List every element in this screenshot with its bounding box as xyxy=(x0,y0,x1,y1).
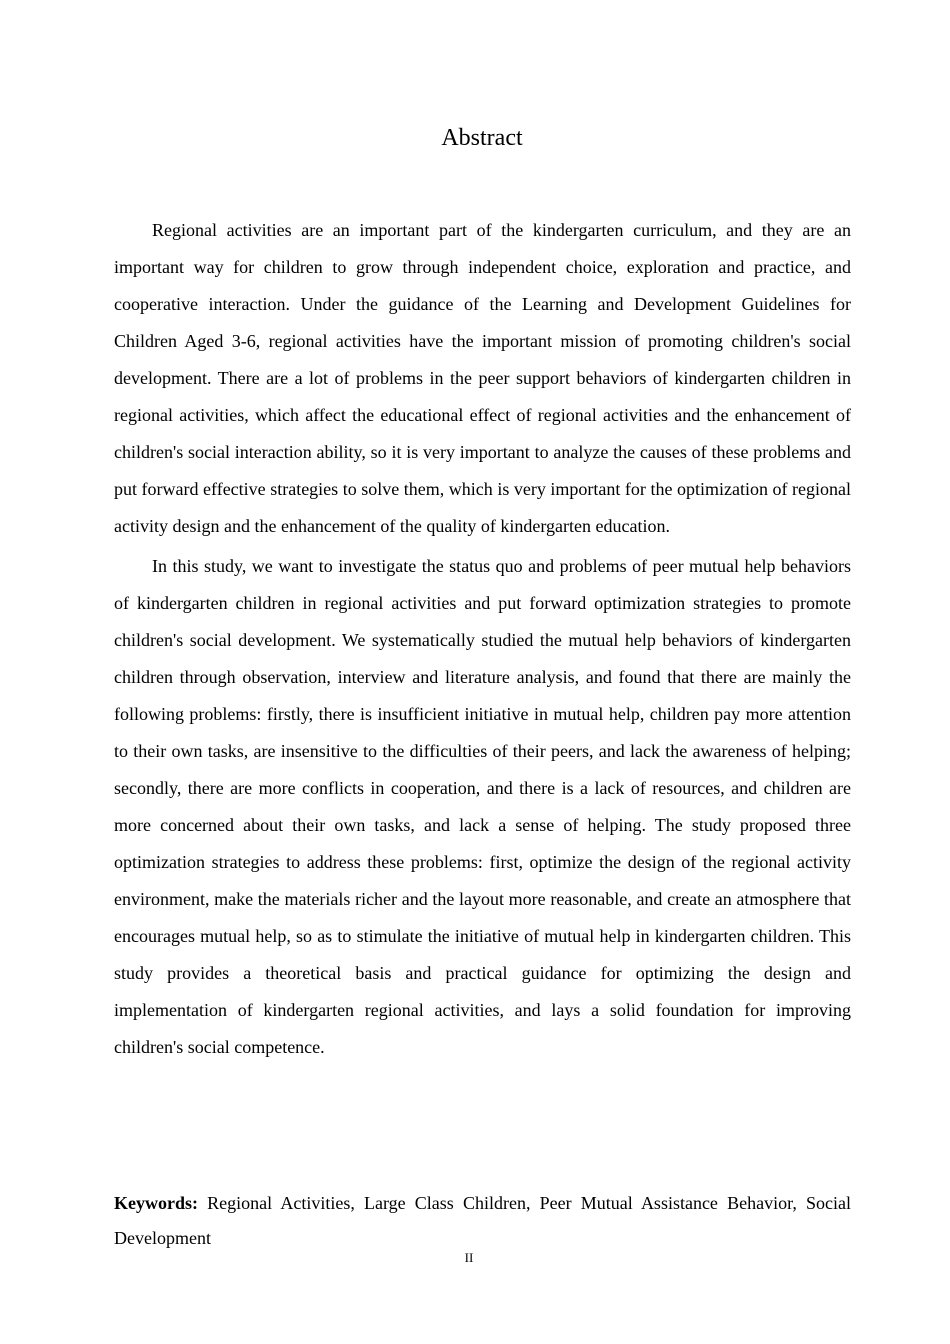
abstract-body xyxy=(114,212,851,1066)
keywords-label: Keywords: xyxy=(114,1193,198,1213)
keywords-line xyxy=(114,1186,851,1256)
abstract-title: Abstract xyxy=(441,125,523,151)
page-number: II xyxy=(464,1250,474,1265)
abstract-paragraph-1: Regional activities are an important part of the kindergarten curriculum, and they are an important way for children to grow through independent choice, exploration and practice, and cooperative interaction. Under the guidance of the Learning and Development Guidelines for Children Aged 3-6, regional activities have the important mission of promoting children's social development. There are a lot of problems in the peer support behaviors of kindergarten children in regional activities, which affect the educational effect of regional activities and the enhancement of children's social interaction ability, so it is very important to analyze the causes of these problems and put forward effective strategies to solve them, which is very important for the optimization of regional activity design and the enhancement of the quality of kindergarten education. xyxy=(114,220,851,536)
abstract-paragraph-2: In this study, we want to investigate the status quo and problems of peer mutual help behaviors of kindergarten children in regional activities and put forward optimization strategies to promote children's social development. We systematically studied the mutual help behaviors of kindergarten children through observation, interview and literature analysis, and found that there are mainly the following problems: firstly, there is insufficient initiative in mutual help, children pay more attention to their own tasks, are insensitive to the difficulties of their peers, and lack the awareness of helping; secondly, there are more conflicts in cooperation, and there is a lack of resources, and children are more concerned about their own tasks, and lack a sense of helping. The study proposed three optimization strategies to address these problems: first, optimize the design of the regional activity environment, make the materials richer and the layout more reasonable, and create an atmosphere that encourages mutual help, so as to stimulate the initiative of mutual help in kindergarten children. This study provides a theoretical basis and practical guidance for optimizing the design and implementation of kindergarten regional activities, and lays a solid foundation for improving children's social competence. xyxy=(114,556,851,1057)
keywords-text: Regional Activities, Large Class Children, Peer Mutual Assistance Behavior, Social Development xyxy=(114,1193,852,1248)
